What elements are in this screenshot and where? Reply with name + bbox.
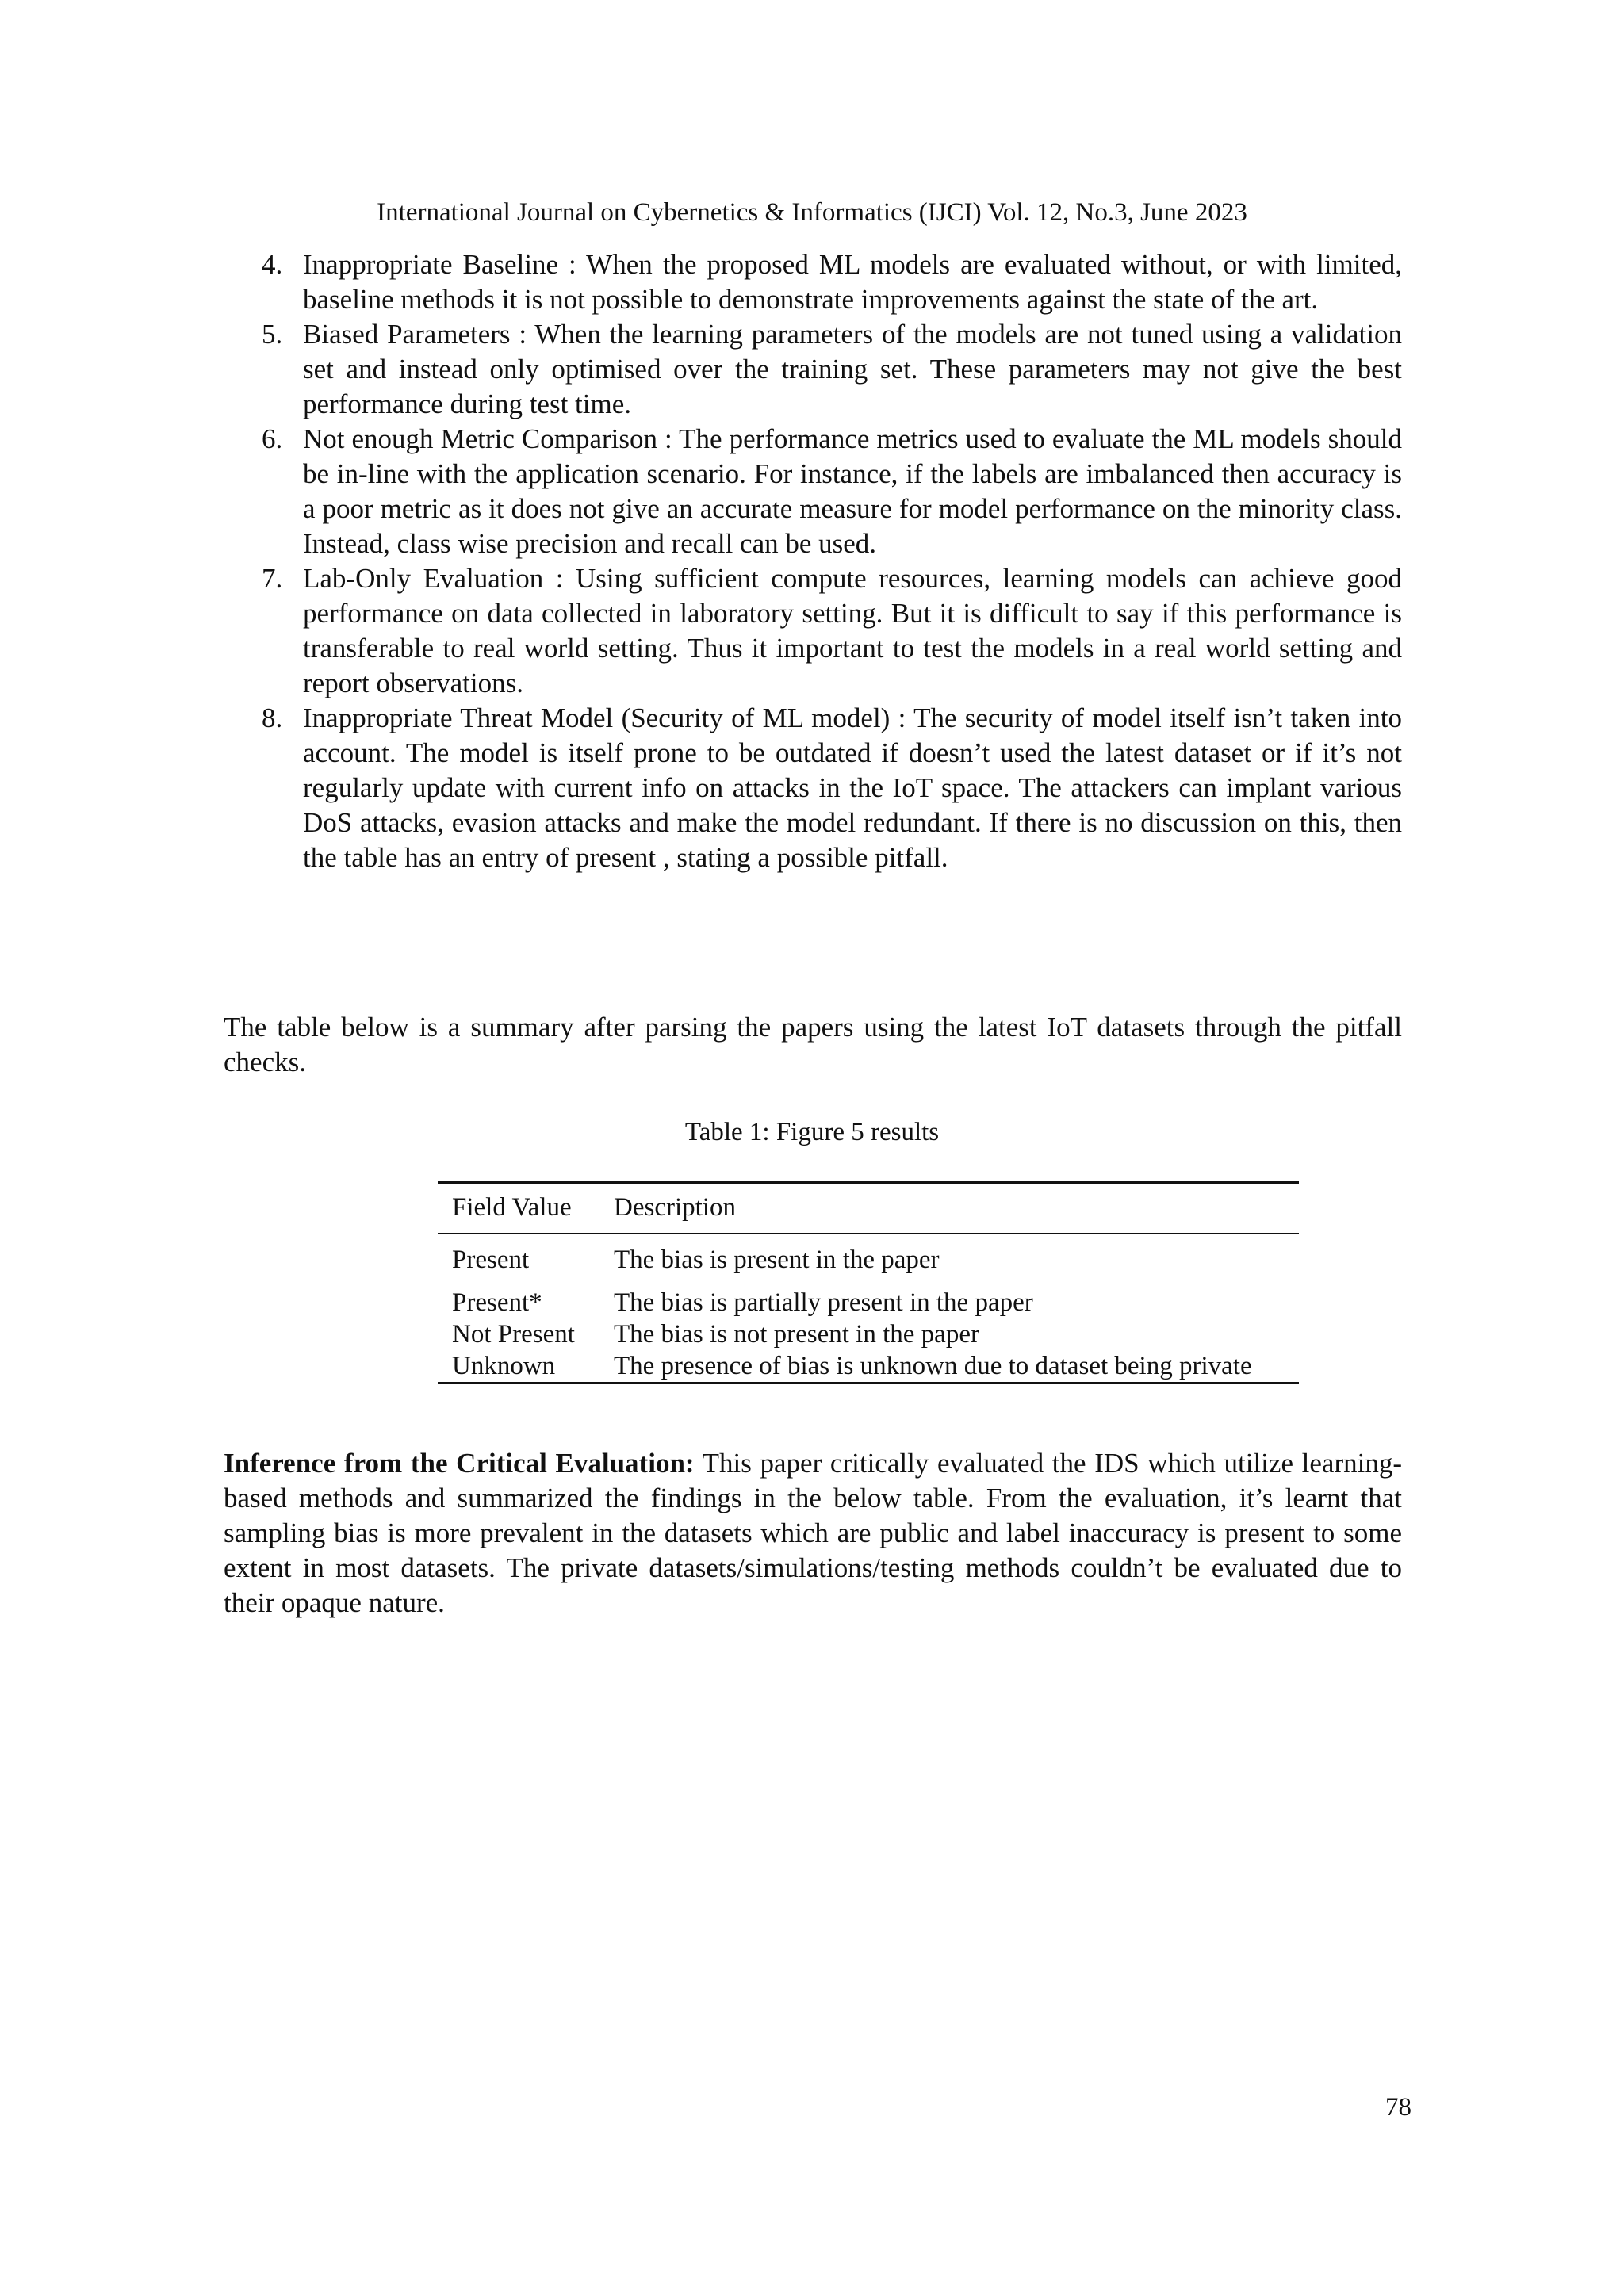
table-cell-field: Present xyxy=(452,1246,530,1274)
field-value-table xyxy=(438,1181,1299,1384)
list-item-number: 4. xyxy=(262,249,283,280)
table-row xyxy=(438,1287,1299,1318)
list-item-text: Not enough Metric Comparison : The performance metrics used to evaluate the ML models should be in-line with the application scenario. For instance, if the labels are imbalanced then accuracy is a poor metric as it does not give an accurate measure for model performance on the minority class. Instead, class wise precision and recall can be used. xyxy=(303,423,1402,559)
table-row xyxy=(438,1318,1299,1350)
list-item xyxy=(262,422,1402,561)
column-header-description: Description xyxy=(614,1193,736,1222)
table-cell-description: The bias is not present in the paper xyxy=(614,1320,979,1349)
table-caption: Table 1: Figure 5 results xyxy=(684,1118,940,1146)
table-header-row xyxy=(438,1183,1299,1234)
inference-text: This paper critically evaluated the IDS which utilize learning-based methods and summarized the findings in the below table. From the evaluation, it’s learnt that sampling bias is more prevalent in the datasets which are public and label inaccuracy is present to some extent in most datasets. The private datasets/simulations/testing methods couldn’t be evaluated due to their opaque nature. xyxy=(224,1448,1402,1618)
inference-paragraph xyxy=(224,1446,1402,1621)
summary-paragraph: The table below is a summary after parsing the papers using the latest IoT datasets through the pitfall checks. xyxy=(224,1012,1402,1077)
table-cell-description: The bias is present in the paper xyxy=(614,1246,940,1274)
column-header-field-value: Field Value xyxy=(452,1193,572,1222)
page-number: 78 xyxy=(1385,2093,1411,2122)
table-row xyxy=(438,1234,1299,1287)
list-item-text: Inappropriate Threat Model (Security of ML model) : The security of model itself isn’t taken into account. The model is itself prone to be outdated if doesn’t used the latest dataset or if it’s not regularly update with current info on attacks in the IoT space. The attackers can implant various DoS attacks, evasion attacks and make the model redundant. If there is no discussion on this, then the table has an entry of present , stating a possible pitfall. xyxy=(303,702,1402,873)
table-cell-field: Not Present xyxy=(452,1320,575,1349)
list-item-text: Biased Parameters : When the learning parameters of the models are not tuned using a validation set and instead only optimised over the training set. These parameters may not give the best performance during test time. xyxy=(303,319,1402,419)
running-header: International Journal on Cybernetics & Informatics (IJCI) Vol. 12, No.3, June 2023 xyxy=(377,198,1247,227)
table-cell-field: Present* xyxy=(452,1288,542,1317)
list-item-number: 8. xyxy=(262,702,283,733)
list-item xyxy=(262,317,1402,422)
table-cell-description: The presence of bias is unknown due to dataset being private xyxy=(614,1352,1252,1380)
pitfall-list xyxy=(262,247,1402,875)
list-item-text: Inappropriate Baseline : When the proposed ML models are evaluated without, or with limited, baseline methods it is not possible to demonstrate improvements against the state of the art. xyxy=(303,249,1402,315)
list-item xyxy=(262,701,1402,875)
list-item xyxy=(262,561,1402,701)
inference-heading: Inference from the Critical Evaluation: xyxy=(224,1448,695,1479)
table-row xyxy=(438,1350,1299,1383)
list-item-number: 7. xyxy=(262,563,283,594)
list-item xyxy=(262,247,1402,317)
table-cell-description: The bias is partially present in the paper xyxy=(614,1288,1033,1317)
table-cell-field: Unknown xyxy=(452,1352,556,1380)
list-item-text: Lab-Only Evaluation : Using sufficient compute resources, learning models can achieve good performance on data collected in laboratory setting. But it is difficult to say if this performance is transferable to real world setting. Thus it important to test the models in a real world setting and report observations. xyxy=(303,563,1402,698)
list-item-number: 5. xyxy=(262,319,283,350)
list-item-number: 6. xyxy=(262,423,283,454)
